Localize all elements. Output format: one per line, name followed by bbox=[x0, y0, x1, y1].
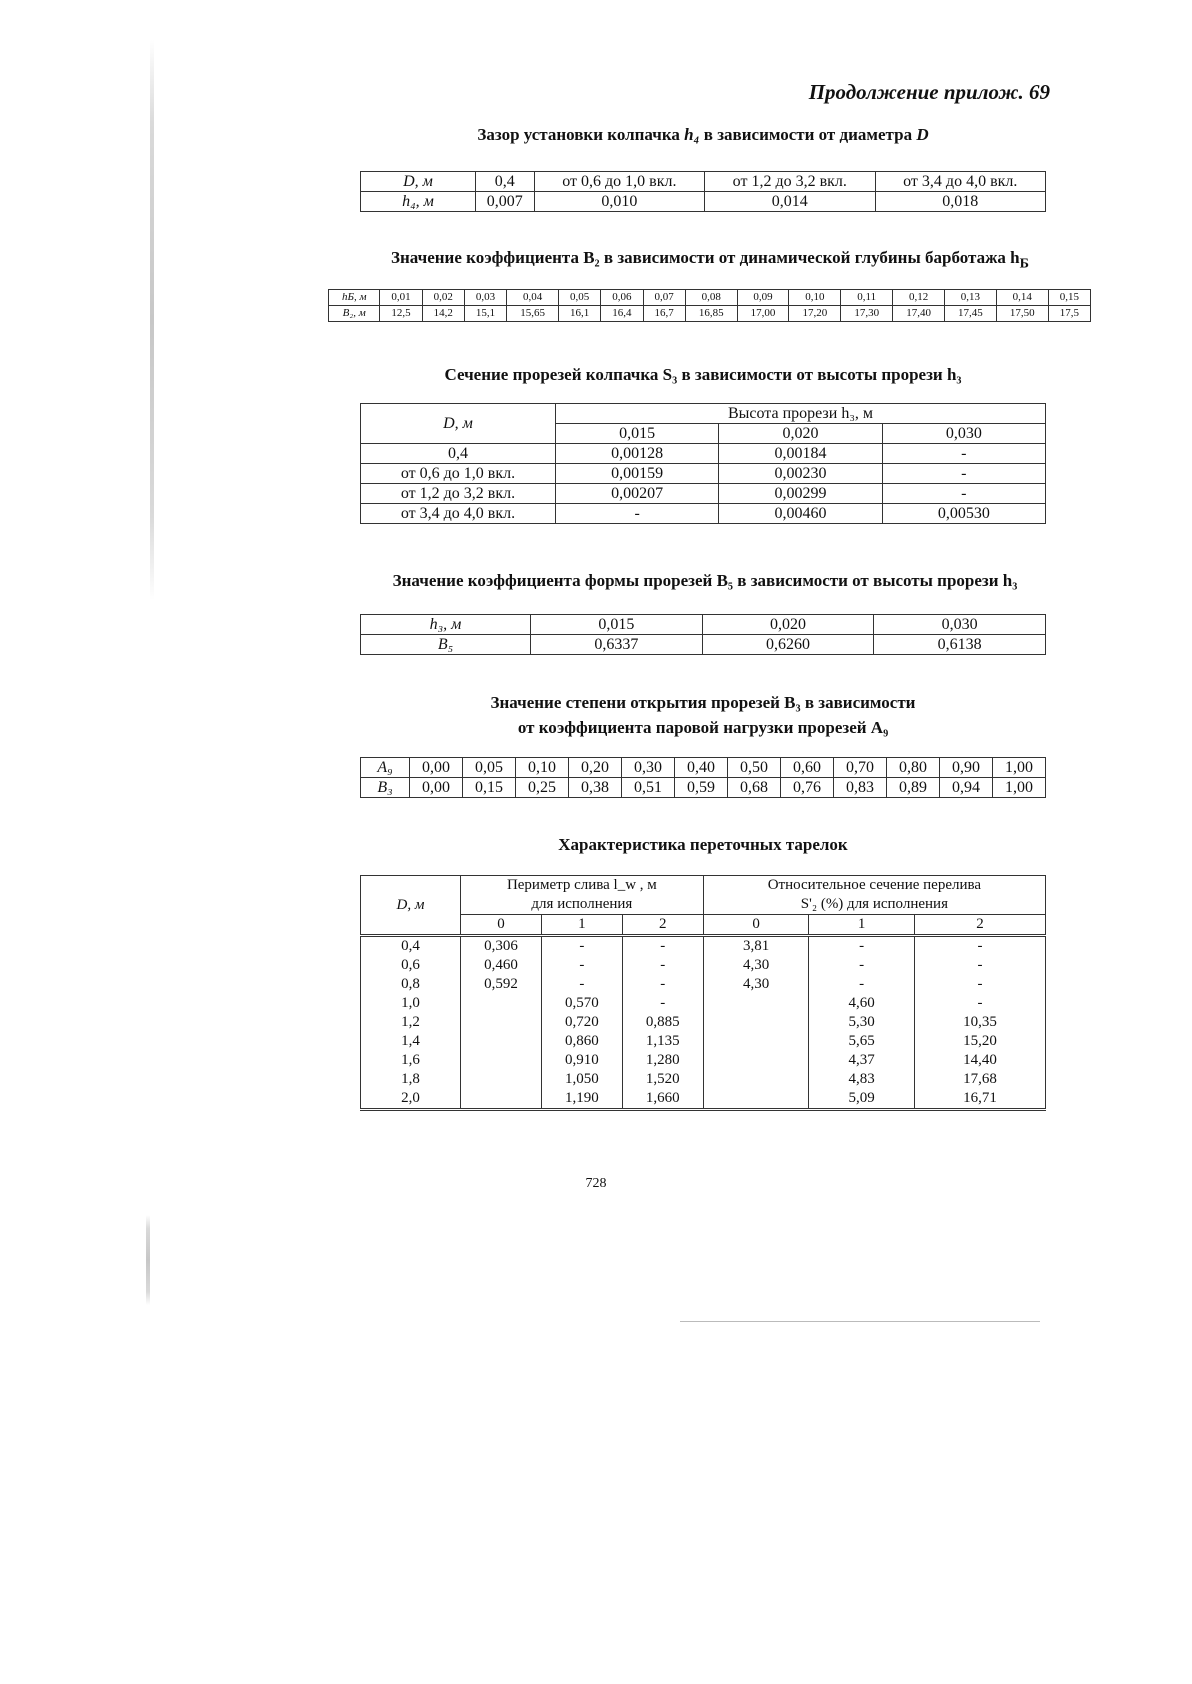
row-label: 0,4 bbox=[361, 444, 556, 464]
cell: 0,59 bbox=[675, 778, 728, 798]
cell: 0,6260 bbox=[702, 635, 874, 655]
cell: 0,6337 bbox=[531, 635, 703, 655]
cell: 0,00184 bbox=[719, 444, 882, 464]
cell: 0,25 bbox=[516, 778, 569, 798]
cell: - bbox=[882, 484, 1045, 504]
cell: 0,05 bbox=[559, 290, 601, 306]
cell: 0,51 bbox=[622, 778, 675, 798]
header-variant: 1 bbox=[541, 915, 622, 936]
cell: 1,660 bbox=[622, 1089, 703, 1110]
cell: 0,07 bbox=[643, 290, 685, 306]
cell: 0,40 bbox=[675, 758, 728, 778]
row-label: 2,0 bbox=[361, 1089, 461, 1110]
cell: - bbox=[914, 975, 1045, 994]
cell: 0,720 bbox=[541, 1013, 622, 1032]
cell: 17,00 bbox=[737, 306, 789, 322]
cell: 4,60 bbox=[809, 994, 915, 1013]
cell: 15,20 bbox=[914, 1032, 1045, 1051]
row-label: A₉ bbox=[377, 759, 393, 776]
row-label: от 1,2 до 3,2 вкл. bbox=[361, 484, 556, 504]
cell: 15,1 bbox=[464, 306, 506, 322]
row-label: 1,6 bbox=[361, 1051, 461, 1070]
cell: - bbox=[914, 956, 1045, 975]
cell: 0,05 bbox=[463, 758, 516, 778]
cell: - bbox=[622, 994, 703, 1013]
cell: 16,85 bbox=[685, 306, 737, 322]
cell: - bbox=[622, 975, 703, 994]
caption-var: D bbox=[916, 125, 929, 144]
cell: 0,020 bbox=[702, 615, 874, 635]
cell: 0,015 bbox=[531, 615, 703, 635]
cell: 0,02 bbox=[422, 290, 464, 306]
header-perimeter bbox=[461, 876, 704, 915]
header-group: Высота прорези h₃, м bbox=[556, 404, 1046, 424]
scan-artifact bbox=[150, 40, 154, 600]
table-row bbox=[361, 615, 1046, 635]
table1-caption bbox=[360, 122, 1046, 147]
row-label: h₃, м bbox=[429, 616, 462, 633]
header-variant: 2 bbox=[914, 915, 1045, 936]
row-label: от 3,4 до 4,0 вкл. bbox=[361, 504, 556, 524]
cell: 0,80 bbox=[887, 758, 940, 778]
table-tray-characteristics bbox=[360, 875, 1046, 1111]
cell bbox=[703, 1070, 809, 1089]
cell bbox=[461, 1013, 542, 1032]
scan-artifact bbox=[146, 1215, 150, 1305]
cell: от 0,6 до 1,0 вкл. bbox=[534, 172, 704, 192]
table-b3-opening bbox=[360, 757, 1046, 798]
table-row bbox=[361, 778, 1046, 798]
cell: 0,306 bbox=[461, 936, 542, 957]
cell: 17,30 bbox=[841, 306, 893, 322]
caption-line: Значение степени открытия прорезей B₃ в зависимости bbox=[490, 693, 916, 712]
table-row bbox=[361, 1032, 1046, 1051]
table-row bbox=[361, 1013, 1046, 1032]
table-row bbox=[361, 1051, 1046, 1070]
header-variant: 2 bbox=[622, 915, 703, 936]
cell: 0,60 bbox=[781, 758, 834, 778]
table-row bbox=[361, 876, 1046, 915]
cell bbox=[461, 1032, 542, 1051]
scan-artifact bbox=[680, 1321, 1040, 1322]
cell: 0,10 bbox=[789, 290, 841, 306]
header-height: 0,015 bbox=[556, 424, 719, 444]
cell: 0,12 bbox=[893, 290, 945, 306]
cell: 0,70 bbox=[834, 758, 887, 778]
cell: 0,08 bbox=[685, 290, 737, 306]
cell: 16,7 bbox=[643, 306, 685, 322]
cell: 1,520 bbox=[622, 1070, 703, 1089]
table5-caption bbox=[360, 690, 1046, 740]
table-row bbox=[361, 404, 1046, 424]
cell: 5,65 bbox=[809, 1032, 915, 1051]
cell: 17,20 bbox=[789, 306, 841, 322]
cell: - bbox=[914, 994, 1045, 1013]
cell: 0,03 bbox=[464, 290, 506, 306]
header-variant: 1 bbox=[809, 915, 915, 936]
cell: 0,01 bbox=[380, 290, 422, 306]
cell: 0,76 bbox=[781, 778, 834, 798]
caption-line: от коэффициента паровой нагрузки прорезей A₉ bbox=[517, 718, 889, 737]
cell: 0,68 bbox=[728, 778, 781, 798]
cell bbox=[461, 994, 542, 1013]
cell: - bbox=[882, 444, 1045, 464]
table-h4-gap bbox=[360, 171, 1046, 212]
table-row bbox=[361, 484, 1046, 504]
cell: 5,09 bbox=[809, 1089, 915, 1110]
header-line: Периметр слива l_w , м bbox=[506, 877, 657, 893]
row-label: 1,2 bbox=[361, 1013, 461, 1032]
cell: 0,6138 bbox=[874, 635, 1046, 655]
cell: 16,71 bbox=[914, 1089, 1045, 1110]
cell: 17,45 bbox=[944, 306, 996, 322]
cell: 1,135 bbox=[622, 1032, 703, 1051]
table-row bbox=[361, 1070, 1046, 1089]
cell: 1,190 bbox=[541, 1089, 622, 1110]
table2-caption bbox=[340, 245, 1080, 276]
cell: 0,89 bbox=[887, 778, 940, 798]
header-d: D, м bbox=[443, 415, 473, 432]
cell: 0,014 bbox=[705, 192, 875, 212]
header-variant: 0 bbox=[461, 915, 542, 936]
cell: 0,06 bbox=[601, 290, 643, 306]
cell: 0,15 bbox=[1048, 290, 1090, 306]
cell: 0,00530 bbox=[882, 504, 1045, 524]
cell: 0,10 bbox=[516, 758, 569, 778]
caption-text: в зависимости от диаметра bbox=[699, 125, 917, 144]
cell: 0,00299 bbox=[719, 484, 882, 504]
header-height: 0,020 bbox=[719, 424, 882, 444]
cell: - bbox=[622, 936, 703, 957]
table-row bbox=[329, 306, 1091, 322]
header-line: для исполнения bbox=[531, 896, 633, 912]
cell: 14,40 bbox=[914, 1051, 1045, 1070]
cell: 0,20 bbox=[569, 758, 622, 778]
cell bbox=[461, 1051, 542, 1070]
table-row bbox=[361, 635, 1046, 655]
cell bbox=[703, 994, 809, 1013]
cell: 0,860 bbox=[541, 1032, 622, 1051]
cell bbox=[461, 1070, 542, 1089]
cell: от 3,4 до 4,0 вкл. bbox=[875, 172, 1045, 192]
row-label: hБ, м bbox=[341, 291, 367, 303]
cell: 0,90 bbox=[940, 758, 993, 778]
cell: - bbox=[541, 975, 622, 994]
table-row bbox=[361, 975, 1046, 994]
table-b2-coefficient bbox=[328, 289, 1091, 322]
cell: 4,37 bbox=[809, 1051, 915, 1070]
cell: - bbox=[809, 975, 915, 994]
row-label: от 0,6 до 1,0 вкл. bbox=[361, 464, 556, 484]
table-row bbox=[361, 444, 1046, 464]
cell: 5,30 bbox=[809, 1013, 915, 1032]
row-label: 1,8 bbox=[361, 1070, 461, 1089]
cell: - bbox=[622, 956, 703, 975]
cell: 0,007 bbox=[476, 192, 535, 212]
cell: 0,00 bbox=[410, 778, 463, 798]
row-label: 0,6 bbox=[361, 956, 461, 975]
cell bbox=[703, 1089, 809, 1110]
cell: 3,81 bbox=[703, 936, 809, 957]
table-row bbox=[361, 936, 1046, 957]
cell: 0,30 bbox=[622, 758, 675, 778]
table-row bbox=[361, 758, 1046, 778]
cell: 0,030 bbox=[874, 615, 1046, 635]
cell: 0,14 bbox=[996, 290, 1048, 306]
caption-text: Значение коэффициента B₂ в зависимости от динамической глубины барботажа h bbox=[391, 248, 1020, 267]
cell: 0,00207 bbox=[556, 484, 719, 504]
cell: 1,280 bbox=[622, 1051, 703, 1070]
cell: 0,018 bbox=[875, 192, 1045, 212]
cell: 4,83 bbox=[809, 1070, 915, 1089]
header-d: D, м bbox=[396, 896, 425, 913]
header-height: 0,030 bbox=[882, 424, 1045, 444]
cell: 0,4 bbox=[476, 172, 535, 192]
cell: 1,050 bbox=[541, 1070, 622, 1089]
row-label: 0,8 bbox=[361, 975, 461, 994]
cell bbox=[703, 1013, 809, 1032]
header-section bbox=[703, 876, 1045, 915]
cell: 0,592 bbox=[461, 975, 542, 994]
row-label: 1,0 bbox=[361, 994, 461, 1013]
cell: 12,5 bbox=[380, 306, 422, 322]
cell: 10,35 bbox=[914, 1013, 1045, 1032]
table-s3-section bbox=[360, 403, 1046, 524]
row-label: D, м bbox=[403, 173, 433, 190]
row-label: B₂, м bbox=[342, 307, 366, 319]
cell: 16,4 bbox=[601, 306, 643, 322]
cell: 0,38 bbox=[569, 778, 622, 798]
cell: 17,40 bbox=[893, 306, 945, 322]
cell: 14,2 bbox=[422, 306, 464, 322]
cell: 15,65 bbox=[507, 306, 559, 322]
cell: 0,11 bbox=[841, 290, 893, 306]
cell: 4,30 bbox=[703, 956, 809, 975]
cell: 0,04 bbox=[507, 290, 559, 306]
row-label: B₃ bbox=[377, 779, 393, 796]
table4-caption: Значение коэффициента формы прорезей B₅ в зависимости от высоты прорези h₃ bbox=[392, 571, 1018, 590]
row-label: h₄, м bbox=[402, 193, 434, 210]
table-row bbox=[361, 172, 1046, 192]
cell bbox=[461, 1089, 542, 1110]
table-row bbox=[361, 956, 1046, 975]
table-row bbox=[361, 192, 1046, 212]
table3-caption: Сечение прорезей колпачка S₃ в зависимости от высоты прорези h₃ bbox=[444, 365, 962, 384]
cell: 0,09 bbox=[737, 290, 789, 306]
cell: 16,1 bbox=[559, 306, 601, 322]
table-row bbox=[361, 994, 1046, 1013]
cell: 0,94 bbox=[940, 778, 993, 798]
table-row bbox=[361, 504, 1046, 524]
cell: - bbox=[809, 936, 915, 957]
cell: 17,50 bbox=[996, 306, 1048, 322]
cell bbox=[703, 1032, 809, 1051]
cell: 0,910 bbox=[541, 1051, 622, 1070]
cell: 0,885 bbox=[622, 1013, 703, 1032]
caption-sub: Б bbox=[1019, 255, 1029, 272]
table-row bbox=[361, 915, 1046, 936]
cell: - bbox=[882, 464, 1045, 484]
cell: 0,13 bbox=[944, 290, 996, 306]
cell: - bbox=[541, 936, 622, 957]
cell: 0,00 bbox=[410, 758, 463, 778]
running-header: Продолжение прилож. 69 bbox=[808, 80, 1050, 104]
header-line: S'₂ (%) для исполнения bbox=[800, 896, 948, 912]
row-label: B₅ bbox=[437, 636, 454, 653]
cell: - bbox=[556, 504, 719, 524]
cell: 0,00159 bbox=[556, 464, 719, 484]
caption-text: Зазор установки колпачка bbox=[477, 125, 685, 144]
row-label: 0,4 bbox=[361, 936, 461, 957]
cell: 17,5 bbox=[1048, 306, 1090, 322]
table-row bbox=[361, 464, 1046, 484]
cell: - bbox=[541, 956, 622, 975]
header-variant: 0 bbox=[703, 915, 809, 936]
cell: 4,30 bbox=[703, 975, 809, 994]
cell: 0,010 bbox=[534, 192, 704, 212]
cell: 0,00460 bbox=[719, 504, 882, 524]
caption-var: h₄ bbox=[684, 125, 700, 144]
table-b5-shape bbox=[360, 614, 1046, 655]
cell: 17,68 bbox=[914, 1070, 1045, 1089]
cell: 0,50 bbox=[728, 758, 781, 778]
cell: 1,00 bbox=[993, 778, 1046, 798]
cell: 0,00128 bbox=[556, 444, 719, 464]
table6-caption: Характеристика переточных тарелок bbox=[558, 835, 848, 854]
table-row bbox=[361, 1089, 1046, 1110]
cell: от 1,2 до 3,2 вкл. bbox=[705, 172, 875, 192]
table-row bbox=[329, 290, 1091, 306]
cell: 0,570 bbox=[541, 994, 622, 1013]
cell bbox=[703, 1051, 809, 1070]
cell: 0,15 bbox=[463, 778, 516, 798]
header-line: Относительное сечение перелива bbox=[767, 877, 982, 893]
page-number: 728 bbox=[585, 1176, 607, 1191]
cell: 0,00230 bbox=[719, 464, 882, 484]
cell: 0,83 bbox=[834, 778, 887, 798]
cell: - bbox=[914, 936, 1045, 957]
cell: 0,460 bbox=[461, 956, 542, 975]
cell: - bbox=[809, 956, 915, 975]
cell: 1,00 bbox=[993, 758, 1046, 778]
row-label: 1,4 bbox=[361, 1032, 461, 1051]
